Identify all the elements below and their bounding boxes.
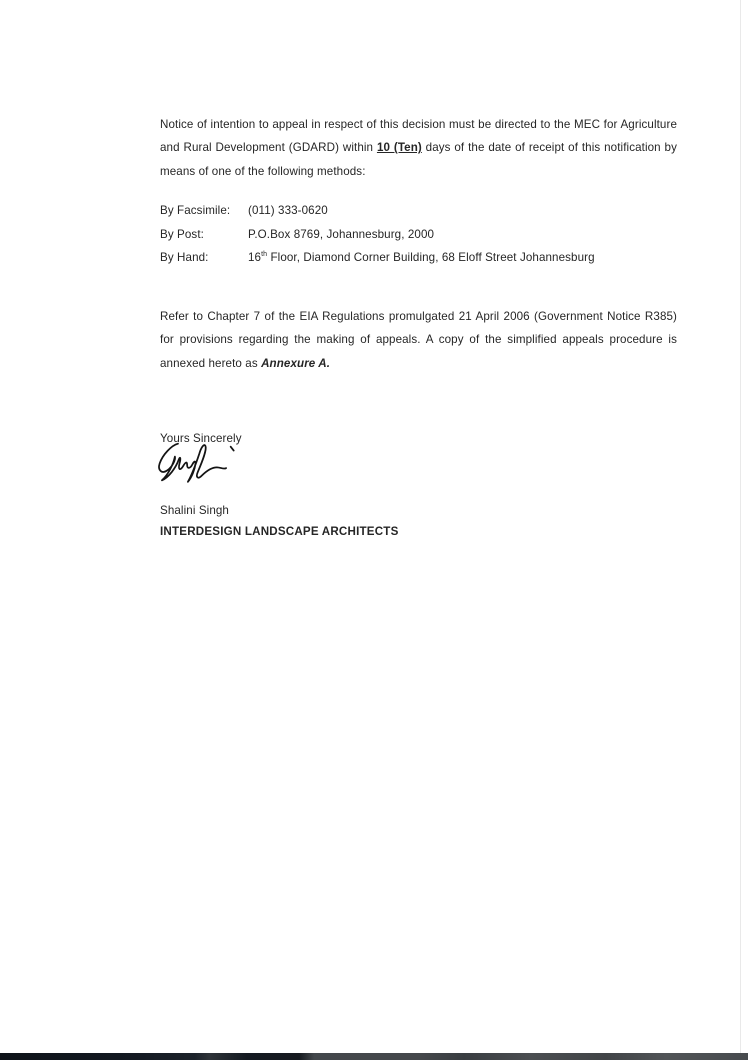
method-label-hand: By Hand:: [160, 251, 209, 264]
para-notice-text-after: days of the date of receipt of this notification by means of one of the following methods:: [160, 141, 678, 178]
hand-address: Floor, Diamond Corner Building, 68 Eloff Street Johannesburg: [267, 251, 595, 264]
closing-line: Yours Sincerely: [160, 431, 242, 445]
floor-number: 16: [248, 251, 262, 264]
method-label-facsimile: By Facsimile:: [160, 204, 231, 217]
method-label-post: By Post:: [160, 227, 204, 241]
annexure-a-emphasis: Annexure A.: [261, 356, 331, 370]
submission-methods-list: [160, 199, 677, 270]
para-refer-text-before: Refer to Chapter 7 of the EIA Regulations promulgated 21 April 2006 (Government Notice R385) for provisions regarding the making of appeals. A copy of the simplified appeals procedure is annexed hereto as: [160, 309, 677, 370]
scan-bottom-edge-bar: [0, 1053, 748, 1060]
ordinal-suffix: th: [261, 251, 268, 259]
method-row-hand: [160, 246, 677, 270]
signatory-name: Shalini Singh: [160, 503, 229, 517]
handwritten-signature-icon: [152, 437, 236, 487]
signatory-company: INTERDESIGN LANDSCAPE ARCHITECTS: [160, 524, 399, 538]
ten-days-emphasis: 10 (Ten): [376, 141, 422, 155]
method-row-post: [160, 223, 677, 247]
method-value-facsimile: (011) 333-0620: [248, 204, 328, 217]
para-notice-text-before: Notice of intention to appeal in respect of this decision must be directed to the MEC for Agriculture and Rural Development (GDARD) within: [160, 117, 677, 155]
scan-page-right-edge: [740, 0, 741, 1060]
method-value-hand: [248, 246, 677, 270]
method-row-facsimile: [160, 199, 677, 223]
para-refer-chapter7: [160, 305, 677, 376]
para-notice-of-intention: [160, 113, 677, 184]
method-value-post: P.O.Box 8769, Johannesburg, 2000: [248, 227, 435, 241]
